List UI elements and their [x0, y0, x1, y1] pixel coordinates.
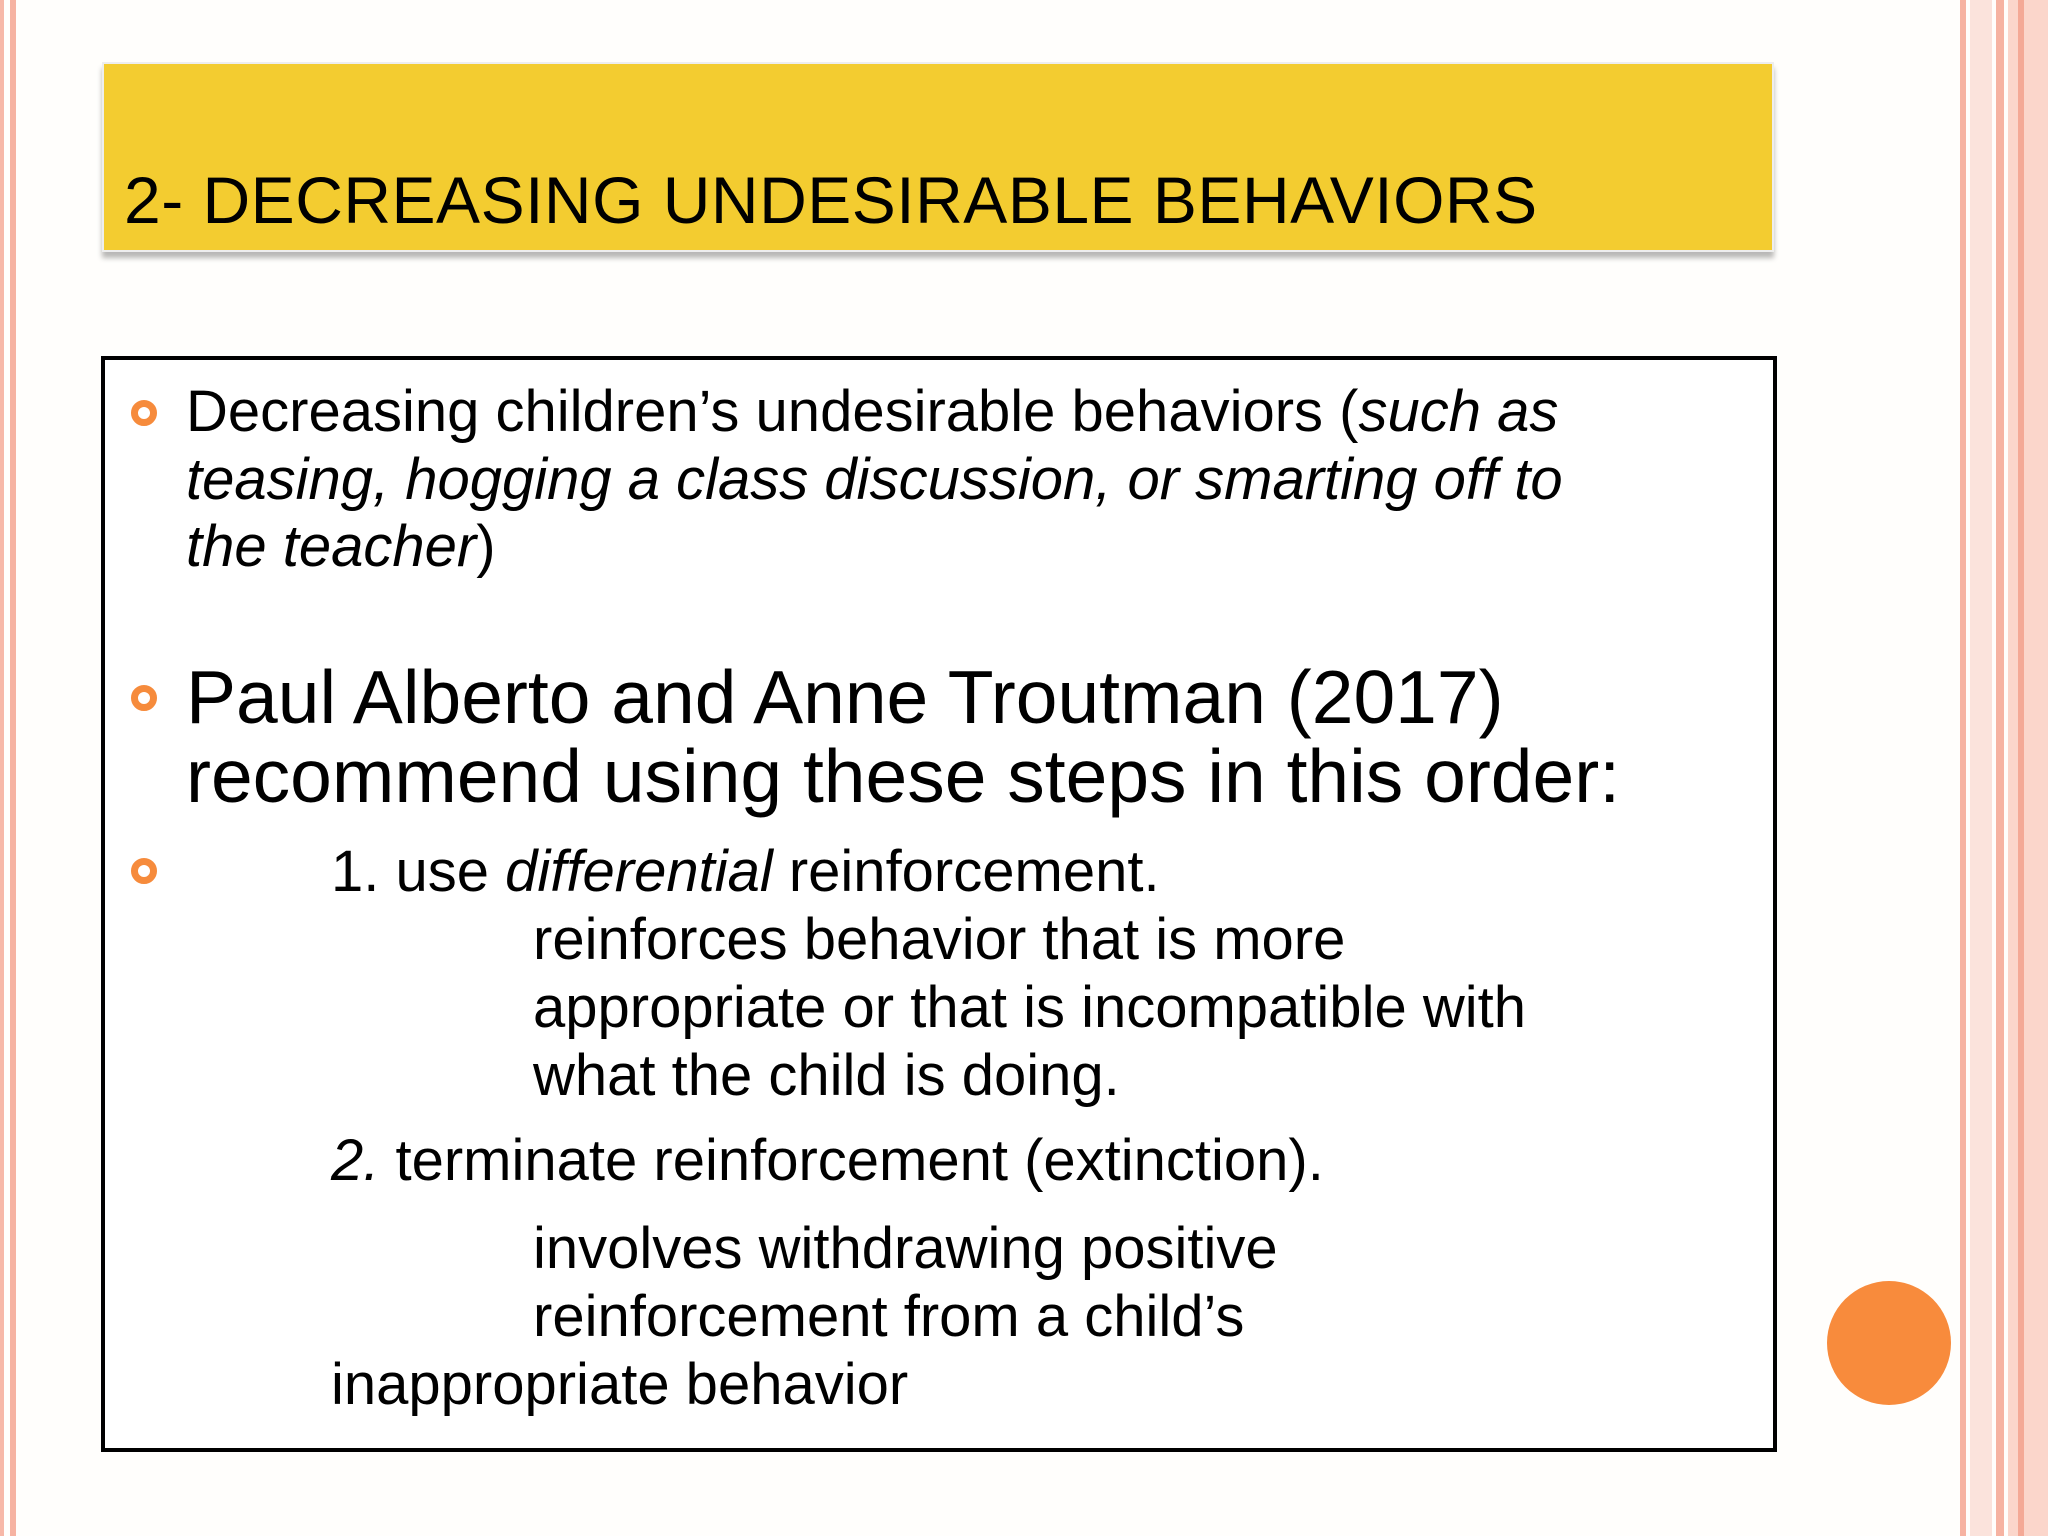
- slide-title: 2- DECREASING UNDESIRABLE BEHAVIORS: [124, 163, 1538, 237]
- left-stripe: [0, 0, 4, 1536]
- right-stripe: [2018, 0, 2024, 1536]
- bullet-1-line-3: the teacher): [186, 514, 496, 579]
- bullet-circle-icon: [131, 858, 157, 884]
- bullet-circle-icon: [131, 685, 157, 711]
- right-stripe: [1960, 0, 1966, 1536]
- step-2-description: involves withdrawing positive: [533, 1216, 1278, 1281]
- right-stripe: [1970, 0, 1992, 1536]
- step-2-description: inappropriate behavior: [331, 1352, 909, 1417]
- step-1-description: what the child is doing.: [533, 1043, 1120, 1108]
- step-2-description: reinforcement from a child’s: [533, 1284, 1245, 1349]
- decorative-orange-circle: [1827, 1281, 1951, 1405]
- bullet-circle-icon: [131, 400, 157, 426]
- step-2-line: 2. terminate reinforcement (extinction).: [331, 1128, 1324, 1193]
- right-stripe: [2008, 0, 2048, 1536]
- step-1-description: reinforces behavior that is more: [533, 907, 1346, 972]
- bullet-1-line-1: Decreasing children’s undesirable behaviors (such as: [186, 379, 1559, 444]
- bullet-2-line-1: Paul Alberto and Anne Troutman (2017): [186, 655, 1504, 739]
- left-stripe: [10, 0, 16, 1536]
- content-box: [101, 356, 1777, 1452]
- title-banner: [102, 62, 1774, 252]
- bullet-1-line-2: teasing, hogging a class discussion, or smarting off to: [186, 447, 1563, 512]
- bullet-2-line-2: recommend using these steps in this order:: [186, 734, 1621, 818]
- right-stripe: [1996, 0, 2004, 1536]
- step-1-description: appropriate or that is incompatible with: [533, 975, 1526, 1040]
- step-1-line: 1. use differential reinforcement.: [331, 839, 1160, 904]
